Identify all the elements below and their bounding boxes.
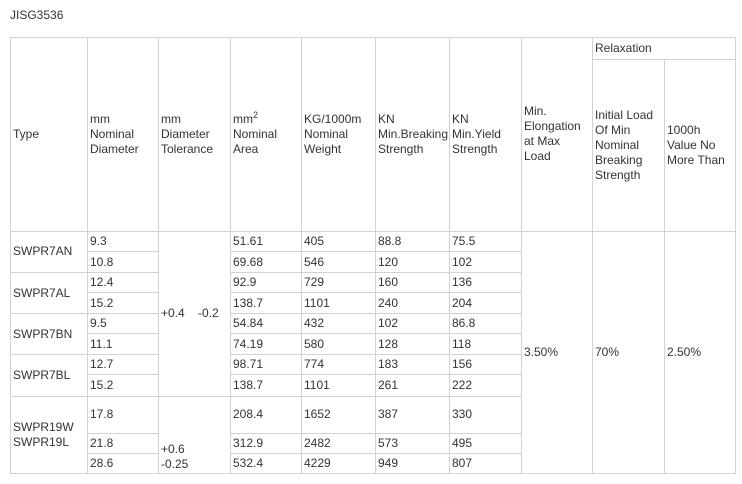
type-cell: SWPR7AN: [11, 231, 88, 272]
breaking-strength-cell: 949: [376, 453, 450, 473]
header-initial-load: Initial Load Of Min Nominal Breaking Strength: [593, 60, 665, 232]
header-yield-strength: KN Min.Yield Strength: [450, 38, 522, 232]
area-cell: 532.4: [231, 453, 302, 473]
header-type: Type: [11, 38, 88, 232]
diameter-cell: 17.8: [88, 396, 159, 433]
yield-strength-cell: 156: [450, 355, 522, 375]
diameter-cell: 12.4: [88, 273, 159, 293]
area-cell: 54.84: [231, 314, 302, 334]
steel-strand-spec-table: [10, 37, 736, 474]
weight-cell: 1101: [302, 293, 376, 314]
area-cell: 138.7: [231, 375, 302, 396]
area-cell: 138.7: [231, 293, 302, 314]
yield-strength-cell: 136: [450, 273, 522, 293]
weight-cell: 2482: [302, 433, 376, 453]
yield-strength-cell: 102: [450, 251, 522, 272]
breaking-strength-cell: 88.8: [376, 231, 450, 251]
weight-cell: 432: [302, 314, 376, 334]
table-caption: JISG3536: [10, 8, 64, 22]
breaking-strength-cell: 128: [376, 334, 450, 355]
weight-cell: 546: [302, 251, 376, 272]
area-cell: 98.71: [231, 355, 302, 375]
area-cell: 74.19: [231, 334, 302, 355]
header-breaking-strength: KN Min.Breaking Strength: [376, 38, 450, 232]
breaking-strength-cell: 261: [376, 375, 450, 396]
weight-cell: 729: [302, 273, 376, 293]
breaking-strength-cell: 240: [376, 293, 450, 314]
type-cell: SWPR7BN: [11, 314, 88, 355]
breaking-strength-cell: 102: [376, 314, 450, 334]
type-cell: SWPR7AL: [11, 273, 88, 314]
diameter-cell: 15.2: [88, 293, 159, 314]
diameter-cell: 15.2: [88, 375, 159, 396]
initial-load-cell: 70%: [593, 231, 665, 473]
diameter-cell: 10.8: [88, 251, 159, 272]
diameter-cell: 11.1: [88, 334, 159, 355]
weight-cell: 1652: [302, 396, 376, 433]
header-weight: KG/1000m Nominal Weight: [302, 38, 376, 232]
header-elongation: Min. Elongation at Max Load: [522, 38, 593, 232]
elongation-cell: 3.50%: [522, 231, 593, 473]
area-cell: 312.9: [231, 433, 302, 453]
yield-strength-cell: 495: [450, 433, 522, 453]
header-1000h-value: 1000h Value No More Than: [665, 60, 736, 232]
header-area: $mm^2$ Nominal Area: [231, 38, 302, 232]
yield-strength-cell: 86.8: [450, 314, 522, 334]
yield-strength-cell: 118: [450, 334, 522, 355]
weight-cell: 405: [302, 231, 376, 251]
breaking-strength-cell: 183: [376, 355, 450, 375]
weight-cell: 4229: [302, 453, 376, 473]
yield-strength-cell: 807: [450, 453, 522, 473]
diameter-cell: 9.5: [88, 314, 159, 334]
area-cell: 51.61: [231, 231, 302, 251]
table-row: [11, 231, 736, 251]
weight-cell: 580: [302, 334, 376, 355]
yield-strength-cell: 222: [450, 375, 522, 396]
diameter-cell: 21.8: [88, 433, 159, 453]
weight-cell: 1101: [302, 375, 376, 396]
yield-strength-cell: 75.5: [450, 231, 522, 251]
area-cell: 69.68: [231, 251, 302, 272]
yield-strength-cell: 330: [450, 396, 522, 433]
weight-cell: 774: [302, 355, 376, 375]
yield-strength-cell: 204: [450, 293, 522, 314]
breaking-strength-cell: 387: [376, 396, 450, 433]
diameter-cell: 28.6: [88, 453, 159, 473]
breaking-strength-cell: 160: [376, 273, 450, 293]
area-cell: 208.4: [231, 396, 302, 433]
diameter-cell: 9.3: [88, 231, 159, 251]
header-tolerance: mm Diameter Tolerance: [159, 38, 231, 232]
tolerance-cell: +0.4 -0.2: [159, 231, 231, 396]
breaking-strength-cell: 120: [376, 251, 450, 272]
1000h-value-cell: 2.50%: [665, 231, 736, 473]
breaking-strength-cell: 573: [376, 433, 450, 453]
type-cell: SWPR7BL: [11, 355, 88, 396]
type-cell: SWPR19W SWPR19L: [11, 396, 88, 473]
tolerance-cell: +0.6 -0.25: [159, 396, 231, 473]
area-cell: 92.9: [231, 273, 302, 293]
diameter-cell: 12.7: [88, 355, 159, 375]
header-diameter: mm Nominal Diameter: [88, 38, 159, 232]
header-relaxation: Relaxation: [593, 38, 736, 60]
